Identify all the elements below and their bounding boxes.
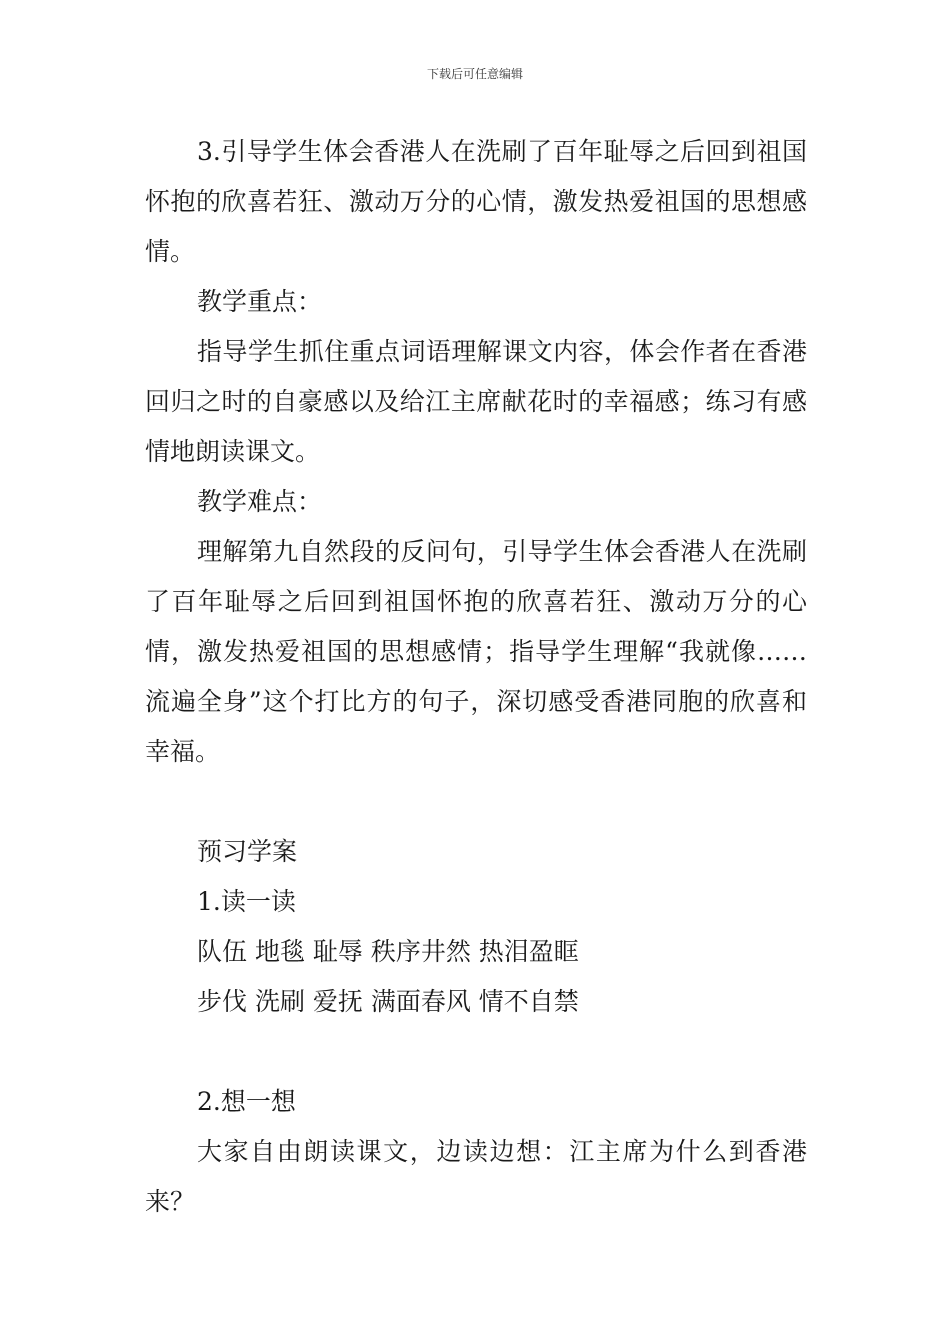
think-heading: 2.想一想 — [197, 1087, 296, 1116]
spacer — [145, 777, 807, 827]
key-points-heading: 教学重点： — [197, 287, 323, 316]
read-words-line-2: 步伐 洗刷 爱抚 满面春风 情不自禁 — [197, 987, 579, 1016]
spacer — [145, 1027, 807, 1077]
objective-3-paragraph: 3.引导学生体会香港人在洗刷了百年耻辱之后回到祖国怀抱的欣喜若狂、激动万分的心情，激发热爱祖国的思想感情。 — [145, 137, 807, 266]
key-points-paragraph: 指导学生抓住重点词语理解课文内容，体会作者在香港回归之时的自豪感以及给江主席献花时的幸福感；练习有感情地朗读课文。 — [145, 337, 807, 466]
document-body — [145, 127, 807, 1227]
read-words-line-1: 队伍 地毯 耻辱 秩序井然 热泪盈眶 — [197, 937, 579, 966]
difficulties-heading: 教学难点： — [197, 487, 323, 516]
difficulties-paragraph: 理解第九自然段的反问句，引导学生体会香港人在洗刷了百年耻辱之后回到祖国怀抱的欣喜若狂、激动万分的心情，激发热爱祖国的思想感情；指导学生理解“我就像……流遍全身”这个打比方的句子，深切感受香港同胞的欣喜和幸福。 — [145, 537, 807, 766]
think-paragraph: 大家自由朗读课文，边读边想：江主席为什么到香港来？ — [145, 1137, 807, 1216]
page-header: 下载后可任意编辑 — [426, 67, 523, 81]
preview-title: 预习学案 — [197, 837, 298, 866]
read-heading: 1.读一读 — [197, 887, 296, 916]
